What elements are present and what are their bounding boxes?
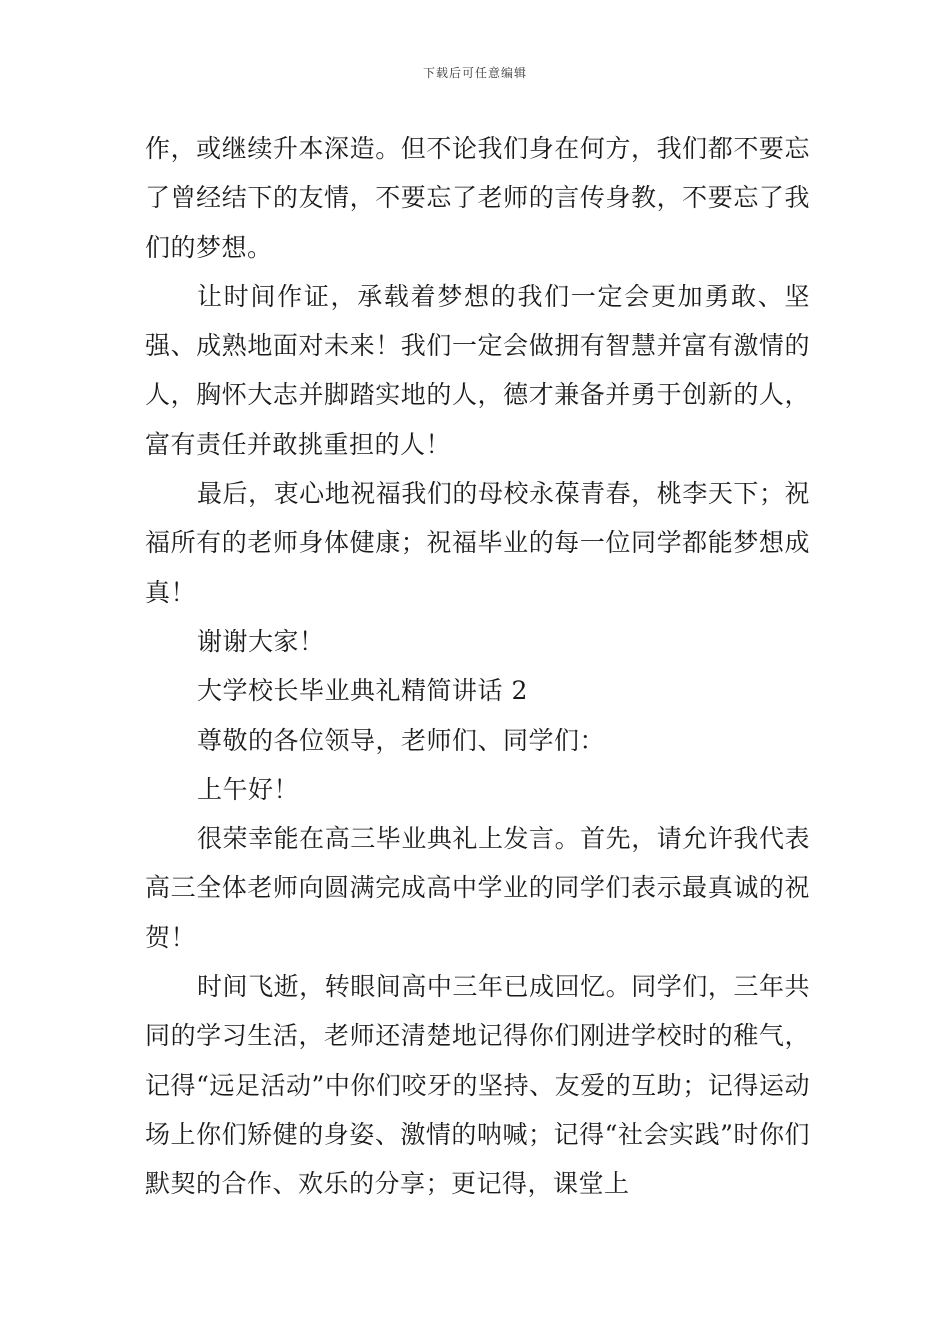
greeting: 上午好！ — [197, 774, 300, 804]
section-title: 大学校长毕业典礼精简讲话 2 — [197, 676, 528, 706]
paragraph: 很荣幸能在高三毕业典礼上发言。首先，请允许我代表高三全体老师向圆满完成高中学业的同学们表示最真诚的祝贺！ — [145, 824, 810, 952]
page-header: 下载后可任意编辑 — [422, 66, 527, 80]
paragraph: 时间飞逝，转眼间高中三年已成回忆。同学们，三年共同的学习生活，老师还清楚地记得你们刚进学校时的稚气，记得“远足活动”中你们咬牙的坚持、友爱的互助；记得运动场上你们矫健的身姿、激情的呐喊；记得“社会实践”时你们默契的合作、欢乐的分享；更记得，课堂上 — [145, 972, 810, 1199]
paragraph: 最后，衷心地祝福我们的母校永葆青春，桃李天下；祝福所有的老师身体健康；祝福毕业的每一位同学都能梦想成真！ — [145, 479, 810, 607]
paragraph: 作，或继续升本深造。但不论我们身在何方，我们都不要忘了曾经结下的友情，不要忘了老师的言传身教，不要忘了我们的梦想。 — [145, 134, 810, 262]
salutation: 尊敬的各位领导，老师们、同学们： — [197, 725, 606, 755]
document-body — [145, 124, 810, 1209]
paragraph: 让时间作证，承载着梦想的我们一定会更加勇敢、坚强、成熟地面对未来！我们一定会做拥有智慧并富有激情的人，胸怀大志并脚踏实地的人，德才兼备并勇于创新的人，富有责任并敢挑重担的人！ — [145, 281, 810, 459]
closing-line: 谢谢大家！ — [197, 626, 325, 656]
